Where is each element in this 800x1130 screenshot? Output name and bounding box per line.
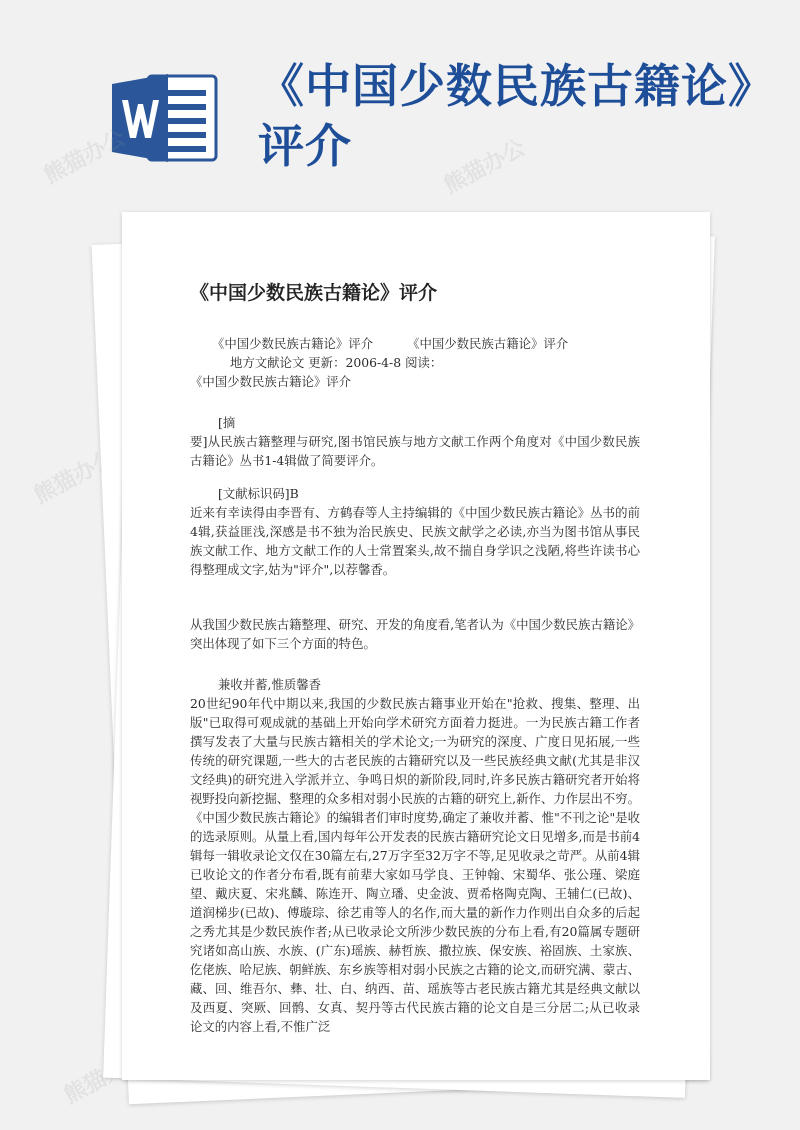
- watermark: 熊猫办公: [40, 125, 130, 189]
- section-body: 20世纪90年代中期以来,我国的少数民族古籍事业开始在"抢救、搜集、整理、出版"已取得可观成就的基础上开始向学术研究方面着力挺进。一为民族古籍工作者撰写发表了大量与民族古籍相关的学术论文;一为研究的深度、广度日见拓展,一些传统的研究课题,一些大的古老民族的古籍研究以及一些民族经典文献(尤其是非汉文经典)的研究进入学派并立、争鸣日炽的新阶段,同时,许多民族古籍研究者开始将视野投向新挖掘、整理的众多相对弱小民族的古籍的研究上,新作、力作层出不穷。《中国少数民族古籍论》的编辑者们审时度势,确定了兼收并蓄、惟"不刊之论"是收的选录原则。从量上看,国内每年公开发表的民族古籍研究论文日见增多,而是书前4辑每一辑收录论文仅在30篇左右,27万字至32万字不等,足见收录之苛严。从前4辑已收论文的作者分布看,既有前辈大家如马学良、王钟翰、宋蜀华、张公瑾、梁庭望、戴庆夏、宋兆麟、陈连开、陶立璠、史金波、贾希格陶克陶、王辅仁(已故)、道润梯步(已故)、傅璇琮、徐艺甫等人的名作,而大量的新作力作则出自众多的后起之秀尤其是少数民族作者;从已收录论文所涉少数民族的分布上看,有20篇属专题研究诸如高山族、水族、(广东)瑶族、赫哲族、撒拉族、保安族、裕固族、土家族、仡佬族、哈尼族、朝鲜族、东乡族等相对弱小民族之古籍的论文,而研究满、蒙古、藏、回、维吾尔、彝、壮、白、纳西、苗、瑶族等古老民族古籍尤其是经典文献以及西夏、突厥、回鹘、女真、契丹等古代民族古籍的论文自是三分居二;从已收录论文的内容上看,不惟广泛: [190, 696, 641, 1034]
- document-title: 《中国少数民族古籍论》评介: [190, 282, 438, 304]
- intro-paragraph: 近来有幸读得由李晋有、方鹤春等人主持编辑的《中国少数民族古籍论》丛书的前4辑,获益匪浅,深感是书不独为治民族史、民族文献学之必读,亦当为图书馆从事民族文献工作、地方文献工作的人士常置案头,故不揣自身学识之浅陋,将些许读书心得整理成文字,姑为"评介",以荐馨香。: [190, 505, 640, 577]
- watermark: 熊猫办公: [30, 445, 120, 509]
- meta-line-2: 地方文献论文 更新：2006-4-8 阅读：: [230, 355, 443, 370]
- meta-title-b: 《中国少数民族古籍论》评介: [407, 336, 569, 351]
- section-heading: 兼收并蓄,惟质馨香: [218, 677, 322, 692]
- watermark: 熊猫办公: [440, 135, 530, 199]
- abstract-head: [摘: [218, 415, 236, 430]
- word-document-icon: [108, 70, 220, 166]
- meta-line-3: 《中国少数民族古籍论》评介: [190, 374, 352, 389]
- page-header: [0, 0, 800, 200]
- abstract-body: 要]从民族古籍整理与研究,图书馆民族与地方文献工作两个角度对《中国少数民族古籍论》丛书1-4辑做了简要评介。: [190, 434, 640, 468]
- header-title: 《中国少数民族古籍论》评介: [258, 59, 775, 173]
- document-content: [190, 280, 640, 1036]
- meta-title-a: 《中国少数民族古籍论》评介: [212, 336, 374, 351]
- features-paragraph: 从我国少数民族古籍整理、研究、开发的角度看,笔者认为《中国少数民族古籍论》突出体现了如下三个方面的特色。: [190, 617, 641, 651]
- meta-line-1: [190, 334, 640, 353]
- document-code: [文献标识码]B: [218, 486, 299, 501]
